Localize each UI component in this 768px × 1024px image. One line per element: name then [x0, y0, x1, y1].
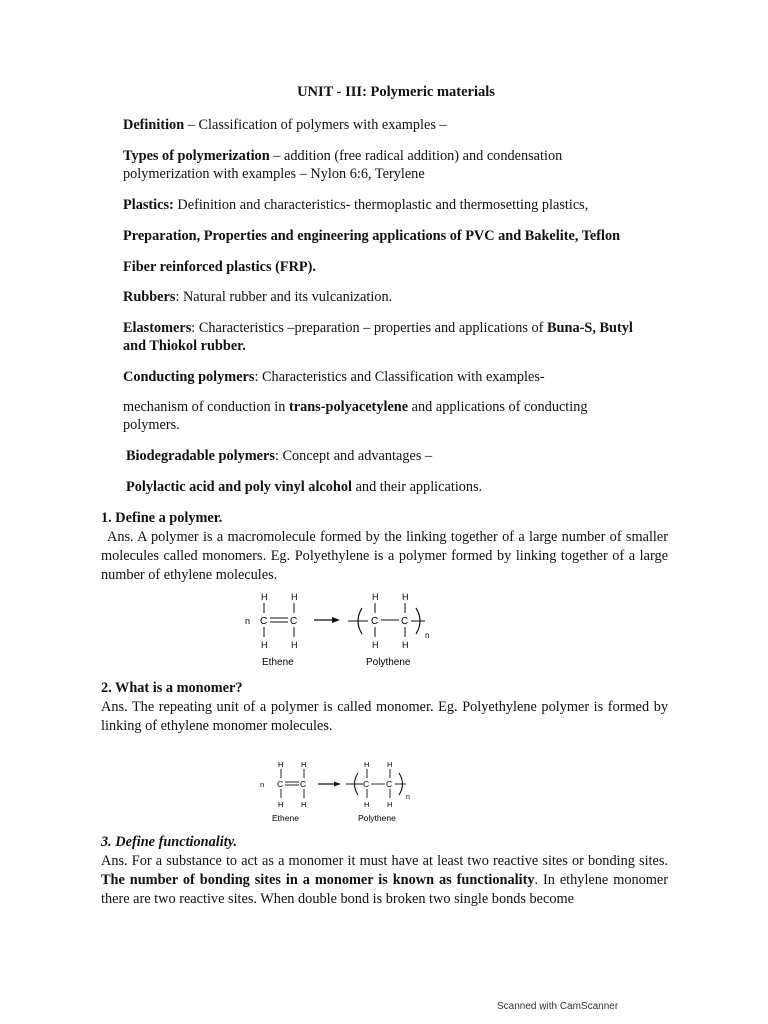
syllabus-biodegradable: Biodegradable polymers: Concept and advantages –: [126, 448, 433, 464]
q3-heading: 3. Define functionality.: [101, 834, 238, 850]
syllabus-frp: Fiber reinforced plastics (FRP).: [123, 259, 316, 275]
camscanner-watermark: Scanned with CamScanner: [497, 1001, 619, 1012]
h-atom: H: [402, 592, 409, 602]
c-atom: C: [371, 616, 379, 627]
n-prefix: n: [245, 616, 251, 626]
page-title: UNIT - III: Polymeric materials: [297, 84, 495, 100]
ethene-label: Ethene: [272, 813, 299, 823]
polythene-label: Polythene: [358, 813, 396, 823]
q1-heading: 1. Define a polymer.: [101, 510, 223, 526]
c-atom: C: [300, 779, 307, 789]
c-atom: C: [290, 616, 298, 627]
syllabus-definition: Definition – Classification of polymers with examples –: [123, 117, 447, 133]
syllabus-conducting: Conducting polymers: Characteristics and Classification with examples-: [123, 369, 545, 385]
n-subscript: n: [406, 794, 410, 801]
h-atom: H: [301, 760, 307, 769]
arrowhead-icon: [334, 782, 341, 787]
syllabus-mechanism-line2: polymers.: [123, 417, 180, 433]
polythene-label: Polythene: [366, 657, 411, 668]
syllabus-types-line1: Types of polymerization – addition (free radical addition) and condensation: [123, 148, 563, 164]
h-atom: H: [372, 592, 379, 602]
h-atom: H: [278, 760, 284, 769]
h-atom: H: [387, 760, 393, 769]
c-atom: C: [363, 779, 370, 789]
h-atom: H: [387, 800, 393, 809]
ethene-polymerization-diagram-1: [230, 590, 450, 670]
syllabus-plastics: Plastics: Definition and characteristics- thermoplastic and thermosetting plastics,: [123, 197, 589, 213]
syllabus-rubbers: Rubbers: Natural rubber and its vulcanization.: [123, 289, 393, 305]
h-atom: H: [291, 640, 298, 650]
h-atom: H: [402, 640, 409, 650]
h-atom: H: [364, 760, 370, 769]
q2-heading: 2. What is a monomer?: [101, 680, 243, 696]
syllabus-preparation: Preparation, Properties and engineering applications of PVC and Bakelite, Teflon: [123, 228, 621, 244]
c-atom: C: [386, 779, 393, 789]
h-atom: H: [364, 800, 370, 809]
h-atom: H: [301, 800, 307, 809]
syllabus-mechanism-line1: mechanism of conduction in trans-polyacetylene and applications of conducting: [123, 399, 588, 415]
c-atom: C: [401, 616, 409, 627]
h-atom: H: [372, 640, 379, 650]
syllabus-elastomers-line2: and Thiokol rubber.: [123, 338, 246, 354]
q3-answer: Ans. For a substance to act as a monomer it must have at least two reactive sites or bonding sites. The number of bonding sites in a monomer is known as functionality. In ethylene monomer there are two reactive sites. When double bond is broken two single bonds become: [101, 853, 668, 907]
syllabus-elastomers-line1: Elastomers: Characteristics –preparation – properties and applications of Buna-S, Butyl: [123, 320, 633, 336]
h-atom: H: [261, 592, 268, 602]
ethene-label: Ethene: [262, 657, 294, 668]
h-atom: H: [291, 592, 298, 602]
syllabus-types-line2: polymerization with examples – Nylon 6:6, Terylene: [123, 166, 425, 182]
ethene-polymerization-diagram-2: [254, 759, 424, 825]
n-prefix: n: [260, 780, 265, 789]
c-atom: C: [277, 779, 284, 789]
arrowhead-icon: [332, 617, 340, 623]
q2-answer: Ans. The repeating unit of a polymer is called monomer. Eg. Polyethylene polymer is formed by linking of ethylene monomer molecules.: [101, 699, 668, 734]
h-atom: H: [278, 800, 284, 809]
c-atom: C: [260, 616, 268, 627]
h-atom: H: [261, 640, 268, 650]
n-subscript: n: [425, 631, 430, 640]
syllabus-polylactic: Polylactic acid and poly vinyl alcohol and their applications.: [126, 479, 483, 495]
q1-answer: Ans. A polymer is a macromolecule formed by the linking together of a large number of smaller molecules called monomers. Eg. Polyethylene is a polymer formed by linking together of a large number of ethylene molecules.: [101, 529, 668, 583]
